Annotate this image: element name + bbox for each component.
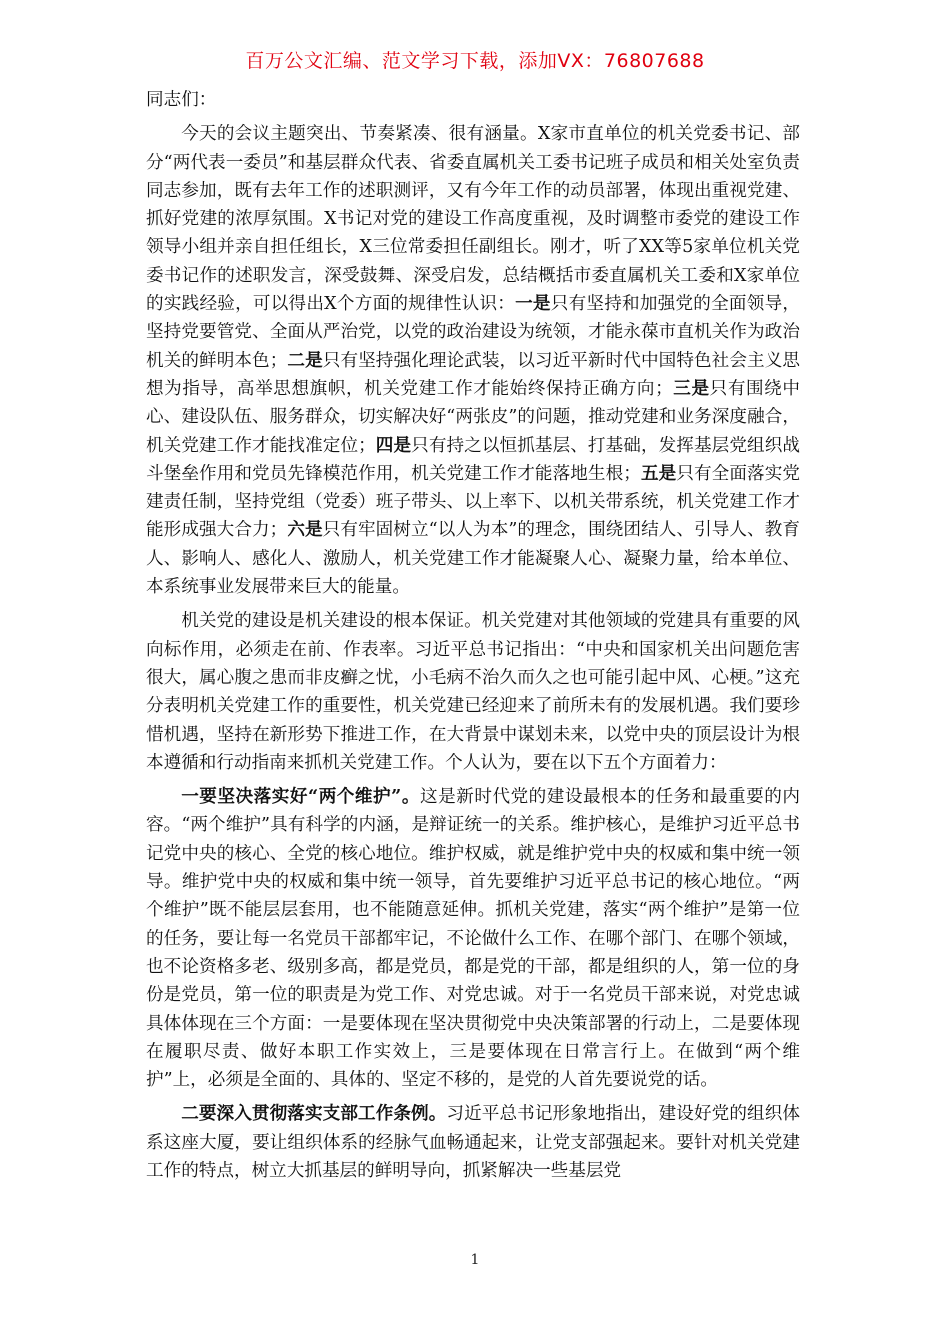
section-1-body: 这是新时代党的建设最根本的任务和最重要的内容。“两个维护”具有科学的内涵，是辩证统一的关系。维护核心，是维护习近平总书记党中央的核心、全党的核心地位。维护权威，就是维护党中央的权威和集中统一领导。维护党中央的权威和集中统一领导，首先要维护习近平总书记的核心地位。“两个维护”既不能层层套用，也不能随意延伸。抓机关党建，落实“两个维护”是第一位的任务，要让每一名党员干部都牢记，不论做什么工作、在哪个部门、在哪个领域，也不论资格多老、级别多高，都是党员，都是党的干部，都是组织的人，第一位的身份是党员，第一位的职责是为党工作、对党忠诚。对于一名党员干部来说，对党忠诚具体体现在三个方面：一是要体现在坚决贯彻党中央决策部署的行动上，二是要体现在履职尽责、做好本职工作实效上，三是要体现在日常言行上。在做到“两个维护”上，必须是全面的、具体的、坚定不移的，是党的人首先要说党的话。: [146, 787, 800, 1091]
document-body: [146, 86, 800, 1185]
paragraph-4: [146, 1100, 800, 1185]
paragraph-1: [146, 120, 800, 601]
section-2-heading: 二要深入贯彻落实支部工作条例。: [181, 1103, 447, 1125]
point-1-text: 只有坚持和加强党的全面领导，坚持党要管党、全面从严治党，以党的政治建设为统领，才能永葆市直机关作为政治机关的鲜明本色；: [146, 294, 800, 371]
promo-banner: 百万公文汇编、范文学习下载，添加VX：76807688: [245, 50, 705, 72]
point-3-text: 只有围绕中心、建设队伍、服务群众，切实解决好“两张皮”的问题，推动党建和业务深度融合，机关党建工作才能找准定位；: [146, 378, 800, 456]
point-4-label: 四是: [375, 434, 412, 456]
section-1-heading: 一要坚决落实好“两个维护”。: [181, 786, 420, 808]
page-number: 1: [470, 1252, 480, 1268]
paragraph-2: 机关党的建设是机关建设的根本保证。机关党建对其他领域的党建具有重要的风向标作用，必须走在前、作表率。习近平总书记指出：“中央和国家机关出问题危害很大，属心腹之患而非皮癣之忧，小毛病不治久而久之也可能引起中风、心梗。”这充分表明机关党建工作的重要性，机关党建已经迎来了前所未有的发展机遇。我们要珍惜机遇，坚持在新形势下推进工作，在大背景中谋划未来，以党中央的顶层设计为根本遵循和行动指南来抓机关党建工作。个人认为，要在以下五个方面着力：: [146, 611, 800, 773]
salutation: 同志们：: [146, 90, 217, 110]
point-5-label: 五是: [640, 462, 677, 484]
point-4-text: 只有持之以恒抓基层、打基础，发挥基层党组织战斗堡垒作用和党员先锋模范作用，机关党建工作才能落地生根；: [146, 435, 800, 484]
paragraph-1-intro: 今天的会议主题突出、节奏紧凑、很有涵量。X家市直单位的机关党委书记、部分“两代表一委员”和基层群众代表、省委直属机关工委书记班子成员和相关处室负责同志参加，既有去年工作的述职测评，又有今年工作的动员部署，体现出重视党建、抓好党建的浓厚氛围。X书记对党的建设工作高度重视，及时调整市委党的建设工作领导小组并亲自担任组长，X三位常委担任副组长。刚才，听了XX等5家单位机关党委书记作的述职发言，深受鼓舞、深受启发，总结概括市委直属机关工委和X家单位的实践经验，可以得出X个方面的规律性认识：: [146, 124, 800, 315]
point-2-text: 只有坚持强化理论武装，以习近平新时代中国特色社会主义思想为指导，高举思想旗帜，机关党建工作才能始终保持正确方向；: [146, 350, 800, 399]
section-2-body: 习近平总书记形象地指出，建设好党的组织体系这座大厦，要让组织体系的经脉气血畅通起来，让党支部强起来。要针对机关党建工作的特点，树立大抓基层的鲜明导向，抓紧解决一些基层党: [146, 1104, 800, 1181]
point-3-label: 三是: [672, 377, 710, 399]
point-6-text: 只有牢固树立“以人为本”的理念，围绕团结人、引导人、教育人、影响人、感化人、激励人，机关党建工作才能凝聚人心、凝聚力量，给本单位、本系统事业发展带来巨大的能量。: [146, 520, 800, 598]
point-1-label: 一是: [515, 293, 551, 315]
point-6-label: 六是: [287, 519, 323, 541]
point-2-label: 二是: [287, 349, 323, 371]
paragraph-3: [146, 783, 800, 1094]
point-5-text: 只有全面落实党建责任制，坚持党组（党委）班子带头、以上率下、以机关带系统，机关党建工作才能形成强大合力；: [146, 463, 800, 541]
